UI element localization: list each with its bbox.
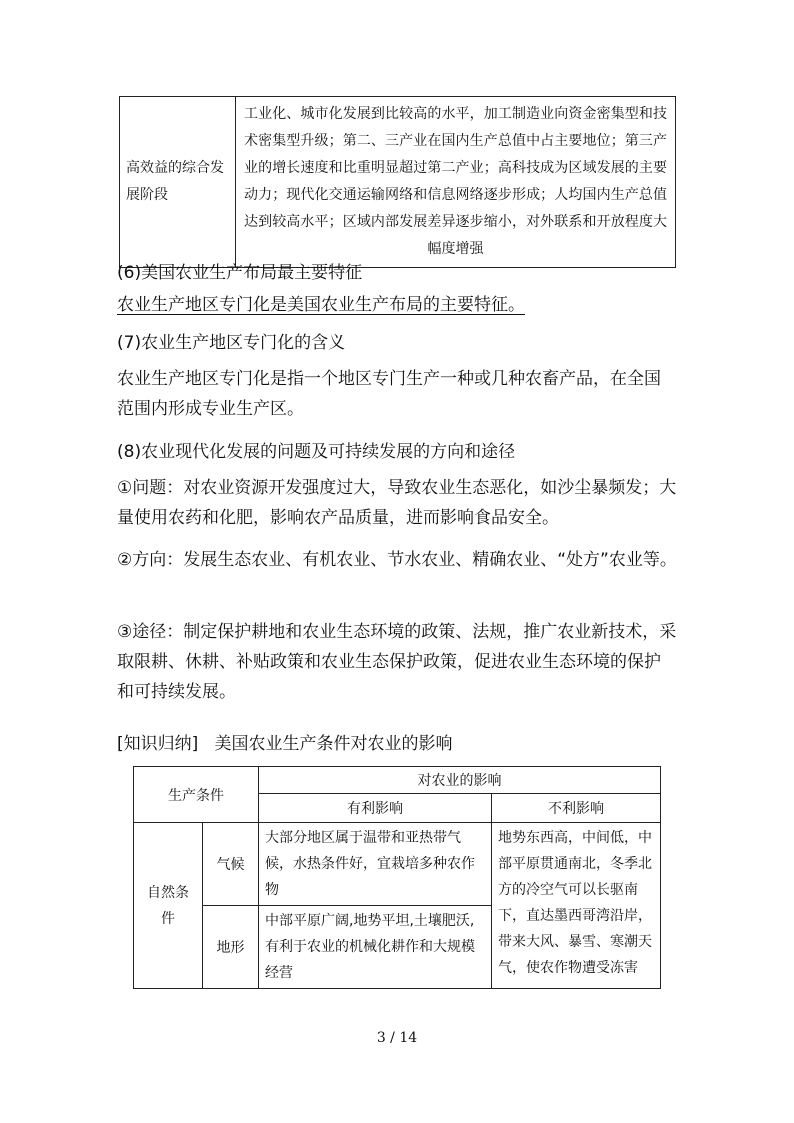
header-favorable: 有利影响 (259, 794, 492, 823)
terrain-cell: 地形 (203, 906, 259, 989)
section8-direction: ②方向：发展生态农业、有机农业、节水农业、精确农业、“处方”农业等。 (117, 550, 677, 570)
section8-problem: ①问题：对农业资源开发强度过大，导致农业生态恶化，如沙尘暴频发；大量使用农药和化肥，影响农产品质量，进而影响食品安全。 (117, 478, 677, 528)
terrain-favorable-cell: 中部平原广阔,地势平坦,土壤肥沃,有利于农业的机械化耕作和大规模经营 (259, 906, 492, 989)
summary-tag: [知识归纳] (117, 734, 199, 754)
knowledge-summary-heading (117, 729, 452, 759)
section7-heading: (7)农业生产地区专门化的含义 (117, 333, 346, 353)
page-number: 3 / 14 (376, 1030, 418, 1046)
agriculture-conditions-table (133, 766, 661, 989)
header-impact: 对农业的影响 (259, 767, 661, 794)
section8-approach: ③途径：制定保护耕地和农业生态环境的政策、法规，推广农业新技术，采取限耕、休耕、补贴政策和农业生态保护政策，促进农业生态环境的保护和可持续发展。 (117, 622, 677, 702)
table-row (134, 823, 661, 906)
header-unfavorable: 不利影响 (492, 794, 661, 823)
section8-heading: (8)农业现代化发展的问题及可持续发展的方向和途径 (117, 442, 516, 462)
table-row (134, 767, 661, 794)
development-stage-table (119, 96, 676, 268)
climate-favorable-cell: 大部分地区属于温带和亚热带气候，水热条件好，宜栽培多种农作物 (259, 823, 492, 906)
section7-body: 农业生产地区专门化是指一个地区专门生产一种或几种农畜产品，在全国范围内形成专业生产区。 (117, 369, 661, 419)
unfavorable-cell: 地势东西高，中间低，中部平原贯通南北，冬季北方的冷空气可以长驱南下，直达墨西哥湾沿岸，带来大风、暴雪、寒潮天气，使农作物遭受冻害 (492, 823, 661, 989)
climate-cell: 气候 (203, 823, 259, 906)
natural-conditions-cell: 自然条件 (134, 823, 203, 989)
header-condition: 生产条件 (134, 767, 259, 823)
summary-title: 美国农业生产条件对农业的影响 (214, 734, 453, 754)
section6-heading: (6)美国农业生产布局最主要特征 (117, 263, 363, 283)
stage-name-cell: 高效益的综合发展阶段 (120, 97, 236, 268)
section6-body: 农业生产地区专门化是美国农业生产布局的主要特征。 (117, 295, 525, 315)
stage-description-cell: 工业化、城市化发展到比较高的水平，加工制造业向资金密集型和技术密集型升级；第二、三产业在国内生产总值中占主要地位；第三产业的增长速度和比重明显超过第二产业；高科技成为区域发展的主要动力；现代化交通运输网络和信息网络逐步形成；人均国内生产总值达到较高水平；区域内部发展差异逐步缩小，对外联系和开放程度大幅度增强 (236, 97, 676, 268)
table-row (120, 97, 676, 268)
